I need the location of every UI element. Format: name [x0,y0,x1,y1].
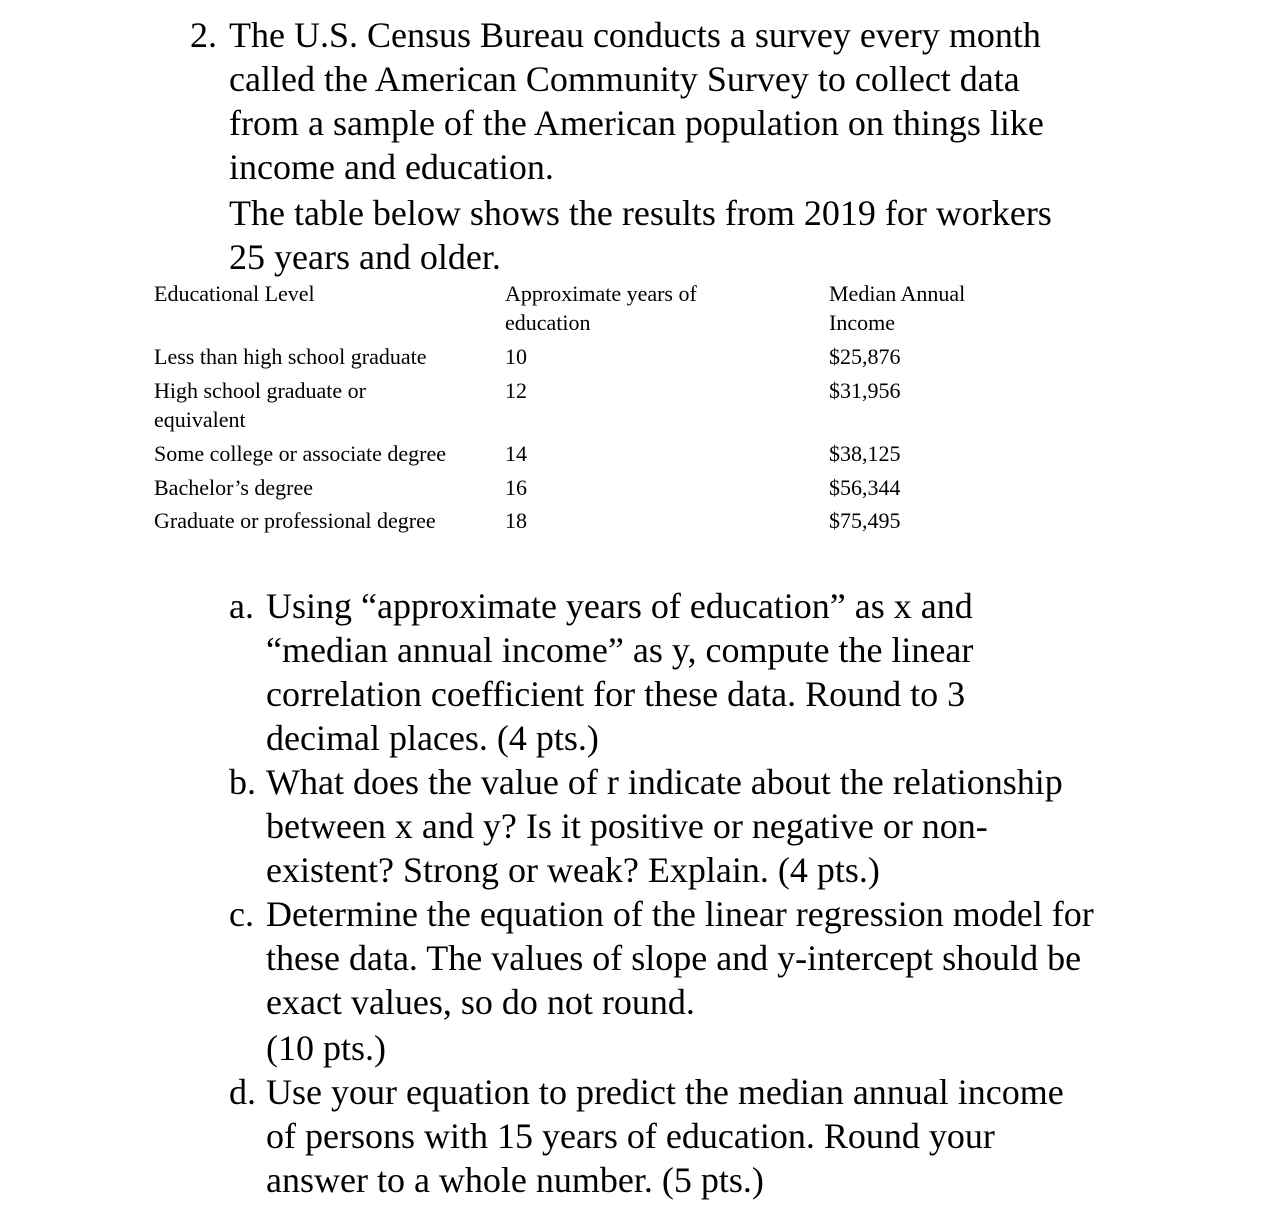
cell-level: High school graduate or [154,378,366,403]
question-line: exact values, so do not round. [266,982,695,1022]
cell-years: 12 [505,378,527,403]
question-label: d. [229,1072,256,1112]
question-line: What does the value of r indicate about the relationship [266,762,1063,802]
cell-income: $31,956 [829,378,901,403]
header-educational-level: Educational Level [154,281,315,306]
question-line: decimal places. (4 pts.) [266,718,599,758]
question-line: existent? Strong or weak? Explain. (4 pts.) [266,850,880,890]
question-label: c. [229,894,254,934]
intro-line: called the American Community Survey to collect data [229,59,1020,99]
cell-years: 18 [505,508,527,533]
cell-income: $38,125 [829,441,901,466]
intro-line: income and education. [229,147,554,187]
question-line: Use your equation to predict the median annual income [266,1072,1064,1112]
cell-income: $25,876 [829,344,901,369]
cell-income: $75,495 [829,508,901,533]
cell-level: Less than high school graduate [154,344,427,369]
header-years: Approximate years of [505,281,697,306]
question-line: (10 pts.) [266,1028,386,1068]
cell-level: Bachelor’s degree [154,475,314,500]
cell-years: 10 [505,344,527,369]
question-line: answer to a whole number. (5 pts.) [266,1160,764,1200]
question-line: Determine the equation of the linear regression model for [266,894,1094,934]
cell-level: Some college or associate degree [154,441,446,466]
cell-level: equivalent [154,407,246,432]
question-line: of persons with 15 years of education. Round your [266,1116,995,1156]
header-income: Median Annual [829,281,966,306]
cell-years: 14 [505,441,527,466]
question-line: “median annual income” as y, compute the linear [266,630,974,670]
question-label: b. [229,762,256,802]
intro-line: The U.S. Census Bureau conducts a survey every month [229,15,1041,55]
cell-years: 16 [505,475,527,500]
intro-line: from a sample of the American population on things like [229,103,1044,143]
question-line: correlation coefficient for these data. Round to 3 [266,674,966,714]
problem-number: 2. [190,15,217,55]
question-label: a. [229,586,254,626]
intro-line: The table below shows the results from 2019 for workers [229,193,1052,233]
question-line: between x and y? Is it positive or negative or non- [266,806,988,846]
question-line: these data. The values of slope and y-intercept should be [266,938,1082,978]
header-income: Income [829,310,895,335]
cell-level: Graduate or professional degree [154,508,436,533]
header-years: education [505,310,591,335]
question-line: Using “approximate years of education” as x and [266,586,973,626]
cell-income: $56,344 [829,475,901,500]
intro-line: 25 years and older. [229,237,501,277]
